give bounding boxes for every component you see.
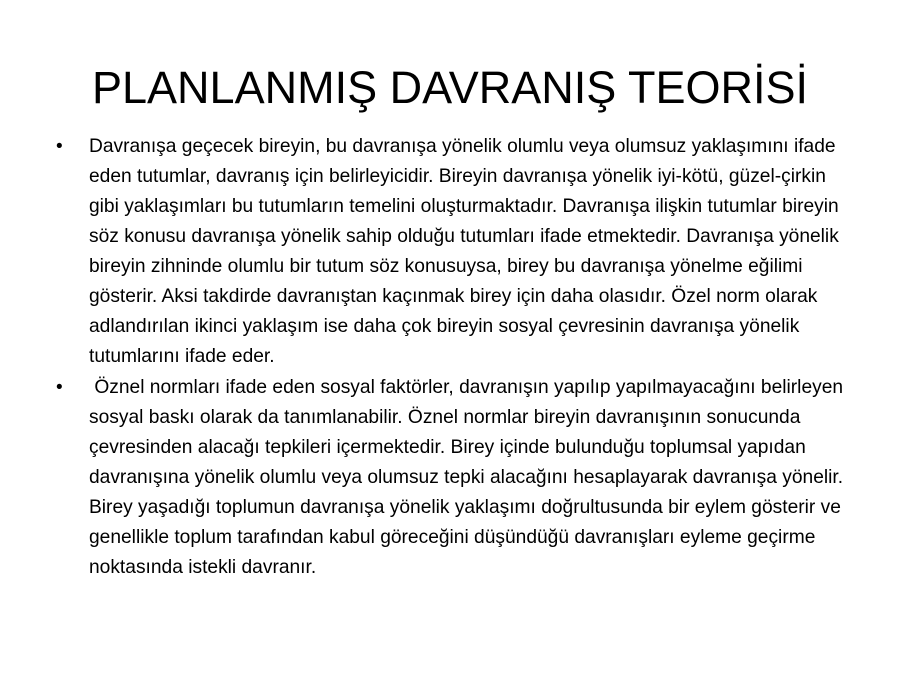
bullet-item	[50, 132, 850, 372]
bullet-item	[50, 373, 850, 583]
slide-title: PLANLANMIŞ DAVRANIŞ TEORİSİ	[91, 62, 809, 113]
bullet-list	[50, 132, 850, 583]
bullet-marker: •	[56, 377, 63, 398]
bullet-marker: •	[56, 136, 63, 157]
bullet-text: Öznel normları ifade eden sosyal faktörler, davranışın yapılıp yapılmayacağını belirleyen sosyal baskı olarak da tanımlanabilir. Öznel normlar bireyin davranışının sonucunda çevresinden alacağı tepkileri içermektedir. Birey içinde bulunduğu toplumsal yapıdan davranışına yönelik olumlu veya olumsuz tepki alacağını hesaplayarak davranışa yönelir. Birey yaşadığı toplumun davranışa yönelik yaklaşımı doğrultusunda bir eylem gösterir ve genellikle toplum tarafından kabul göreceğini düşündüğü davranışları eyleme geçirme noktasında istekli davranır.	[89, 377, 849, 578]
bullet-text: Davranışa geçecek bireyin, bu davranışa yönelik olumlu veya olumsuz yaklaşımını ifade eden tutumlar, davranış için belirleyicidir. Bireyin davranışa yönelik iyi-kötü, güzel-çirkin gibi yaklaşımları bu tutumların temelini oluşturmaktadır. Davranışa ilişkin tutumlar bireyin söz konusu davranışa yönelik sahip olduğu tutumları ifade etmektedir. Davranışa yönelik bireyin zihninde olumlu bir tutum söz konusuysa, birey bu davranışa yönelme eğilimi gösterir. Aksi takdirde davranıştan kaçınmak birey için daha olasıdır. Özel norm olarak adlandırılan ikinci yaklaşım ise daha çok bireyin sosyal çevresinin davranışa yönelik tutumlarını ifade eder.	[89, 136, 839, 367]
